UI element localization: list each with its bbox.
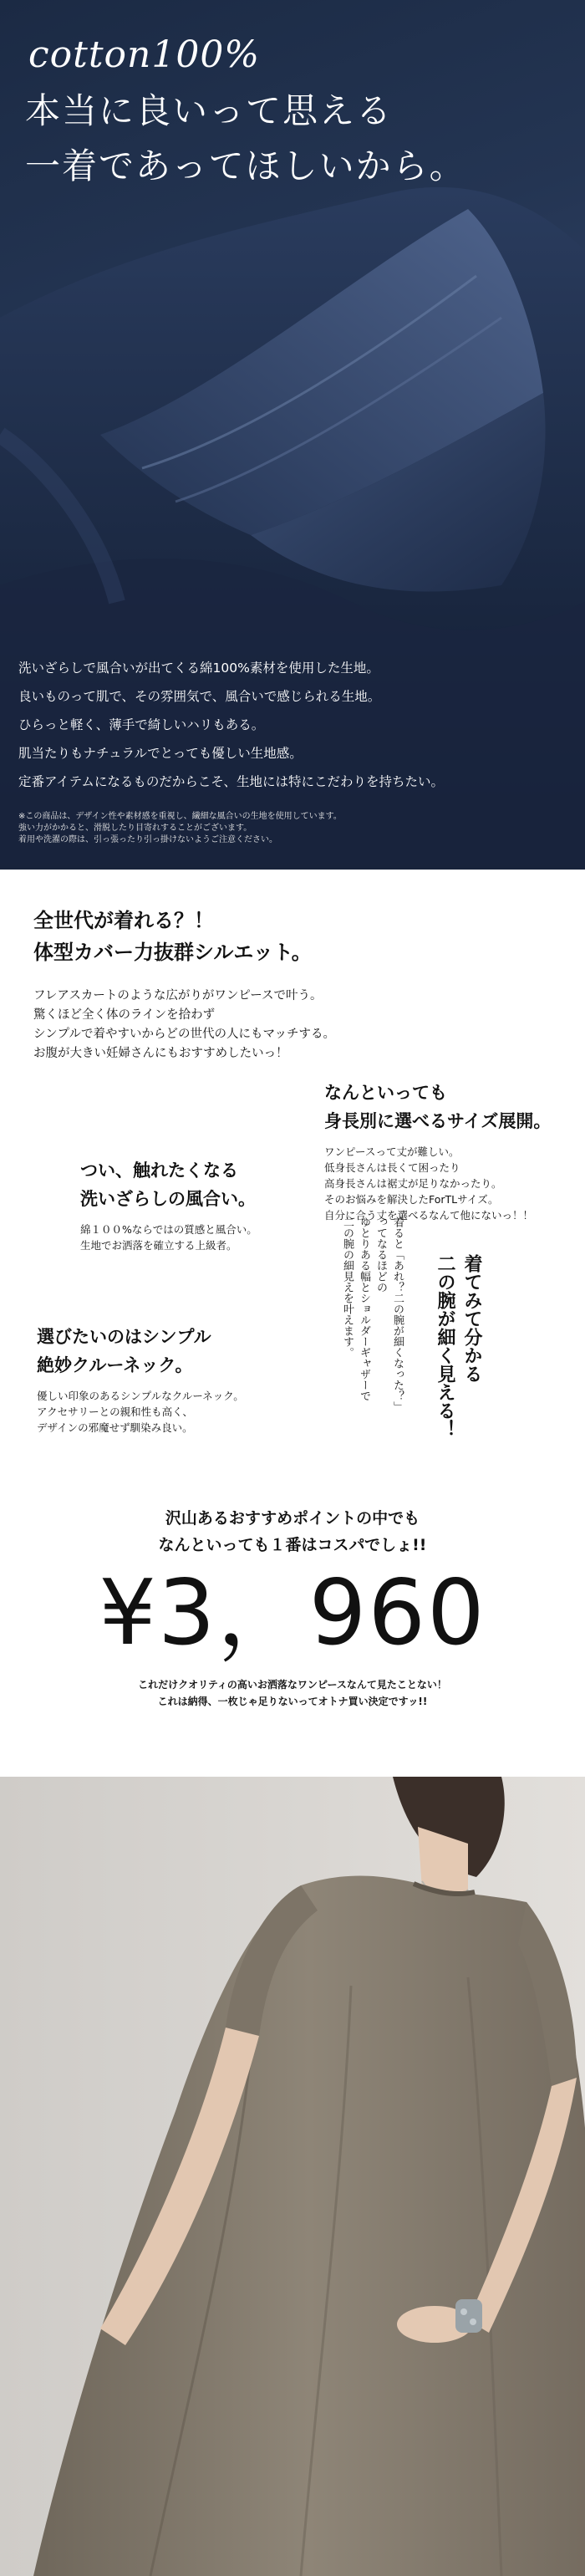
note-line: ※この商品は、デザイン性や素材感を重視し、繊細な風合いの生地を使用しています。: [18, 812, 342, 821]
fabric-heading: [80, 1156, 257, 1213]
body-line: デザインの邪魔せず馴染み良い。: [37, 1421, 193, 1434]
heading-line: 着てみて分かる: [461, 1254, 482, 1383]
body-line: 優しい印象のあるシンプルなクルーネック。: [37, 1390, 244, 1402]
body-line: アクセサリーとの親和性も高く、: [37, 1405, 193, 1418]
heading-line: 身長別に選べるサイズ展開。: [324, 1111, 552, 1131]
body-line: ワンピースって丈が難しい。: [324, 1145, 460, 1158]
neck-heading: [37, 1323, 244, 1380]
heading-line: 全世代が着れる？！: [33, 909, 214, 932]
note-line: 着用や洗濯の際は、引っ張ったり引っ掛けないようご注意ください。: [18, 835, 277, 844]
arm-description: [338, 1217, 405, 1476]
hero-description: [18, 654, 444, 796]
size-description: [324, 1144, 551, 1223]
size-feature: [324, 1079, 551, 1223]
hero-fabric-image: [0, 0, 585, 870]
hero-body-line: 肌当たりもナチュラルでとっても優しい生地感。: [18, 746, 303, 761]
neck-feature: [37, 1323, 244, 1436]
body-line: ゆとりある幅とショルダーギャザーで: [358, 1217, 370, 1401]
hero-title-line: 本当に良いって思える: [25, 90, 394, 131]
neck-description: [37, 1388, 244, 1436]
heading-line: 体型カバー力抜群シルエット。: [33, 941, 312, 964]
body-line: そのお悩みを解決したForTLサイズ。: [324, 1193, 499, 1206]
model-dress-illustration: [0, 1777, 585, 2576]
silhouette-description: [33, 987, 335, 1064]
heading-line: つい、触れたくなる: [80, 1160, 238, 1181]
body-line: 綿１００%ならではの質感と風合い。: [80, 1223, 257, 1236]
heading-line: 選びたいのはシンプル: [37, 1327, 211, 1347]
lead-line: 沢山あるおすすめポイントの中でも: [165, 1509, 420, 1528]
hero-body-line: ひらっと軽く、薄手で綺しいハリもある。: [18, 717, 265, 732]
model-photo: [0, 1777, 585, 2576]
hero-care-note: [18, 811, 342, 846]
body-line: フレアスカートのような広がりがワンピースで叶う。: [33, 989, 323, 1002]
hero-body-line: 良いものって肌で、その雰囲気で、風合いで感じられる生地。: [18, 689, 381, 704]
body-line: お腹が大きい妊婦さんにもおすすめしたいっ！: [33, 1047, 288, 1060]
body-line: 生地でお洒落を確立する上級者。: [80, 1239, 237, 1252]
price-value: ¥3，960: [99, 1561, 486, 1665]
price-lead: [0, 1505, 585, 1558]
body-line: シンプルで着やすいからどの世代の人にもマッチする。: [33, 1028, 335, 1041]
tail-line: これだけクオリティの高いお洒落なワンピースなんて見たことない！: [138, 1679, 447, 1691]
heading-line: なんといっても: [324, 1083, 447, 1103]
fabric-description: [80, 1222, 257, 1253]
hero-title: [25, 84, 466, 194]
body-line: 驚くほど全く体のラインを拾わず: [33, 1008, 216, 1022]
body-line: 低身長さんは長くて困ったり: [324, 1161, 460, 1174]
body-line: 二の腕の細見えを叶えます。: [341, 1217, 354, 1358]
hero-title-line: 一着であってほしいから。: [25, 145, 466, 186]
heading-line: 洗いざらしの風合い。: [80, 1189, 256, 1209]
body-line: ってなるほどの: [374, 1217, 387, 1293]
arm-heading: [431, 1254, 485, 1463]
note-line: 強い力がかかると、滑脱したり目寄れすることがございます。: [18, 824, 252, 833]
silhouette-heading: [33, 905, 312, 968]
lead-line: なんといっても１番はコスパでしょ!!: [158, 1536, 427, 1554]
body-line: 高身長さんは裾丈が足りなかったり。: [324, 1177, 502, 1190]
price-tail: [0, 1676, 585, 1710]
body-line: 自分に合う丈を選べるなんて他にないっ！！: [324, 1209, 534, 1222]
hero-body-line: 定番アイテムになるものだからこそ、生地には特にこだわりを持ちたい。: [18, 774, 445, 789]
cotton-tagline: cotton100%: [28, 33, 261, 76]
hero-body-line: 洗いざらしで風合いが出てくる綿100%素材を使用した生地。: [18, 661, 379, 676]
heading-line: 絶妙クルーネック。: [37, 1355, 193, 1375]
heading-line: 二の腕が細く見える！: [435, 1254, 455, 1438]
body-line: 着ると「あれ？二の腕が細くなった？」: [391, 1217, 404, 1412]
tail-line: これは納得、一枚じゃ足りないってオトナ買い決定ですッ!!: [157, 1696, 428, 1707]
fabric-feature: [80, 1156, 257, 1253]
size-heading: [324, 1079, 551, 1135]
